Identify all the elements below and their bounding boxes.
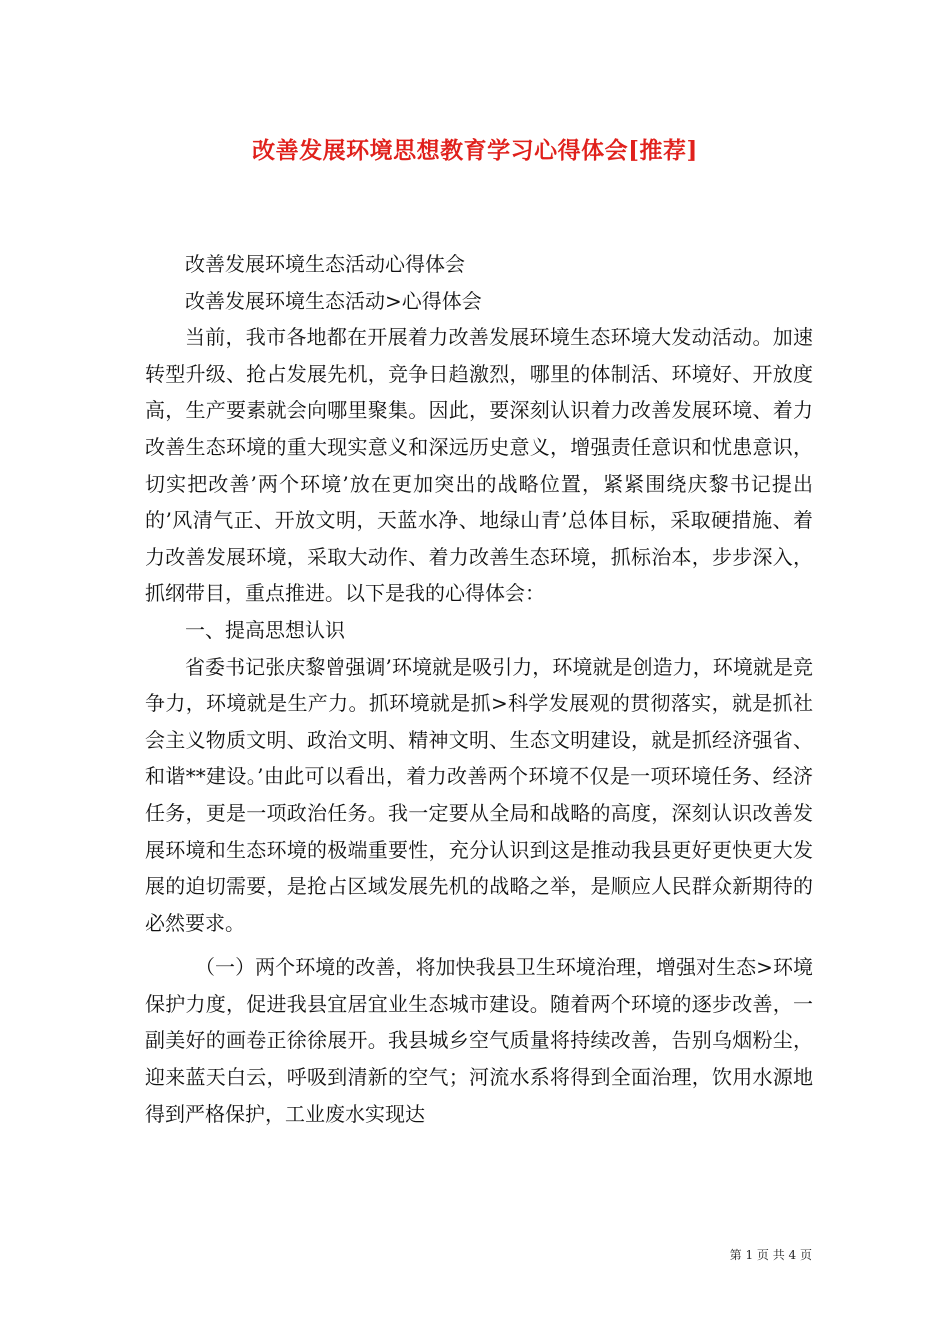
paragraph-subsection-1: （一）两个环境的改善，将加快我县卫生环境治理，增强对生态>环境保护力度，促进我县宜居宜业生态城市建设。随着两个环境的逐步改善，一副美好的画卷正徐徐展开。我县城乡空气质量将持续改善，告别乌烟粉尘，迎来蓝天白云，呼吸到清新的空气；河流水系将得到全面治理，饮用水源地得到严格保护，工业废水实现达 xyxy=(145,955,813,1126)
page-number: 第 1 页 共 4 页 xyxy=(729,1248,812,1262)
paragraph-heading-1: 改善发展环境生态活动心得体会 xyxy=(185,252,465,276)
document-body xyxy=(145,246,813,1132)
document-title: 改善发展环境思想教育学习心得体会[推荐] xyxy=(252,137,698,164)
section-heading: 一、提高思想认识 xyxy=(185,617,345,642)
paragraph-intro: 当前，我市各地都在开展着力改善发展环境生态环境大发动活动。加速转型升级、抢占发展先机，竞争日趋激烈，哪里的体制活、环境好、开放度高，生产要素就会向哪里聚集。因此，要深刻认识着力改善发展环境、着力改善生态环境的重大现实意义和深远历史意义，增强责任意识和忧患意识，切实把改善’两个环境’放在更加突出的战略位置，紧紧围绕庆黎书记提出的’风清气正、开放文明，天蓝水净、地绿山青’总体目标，采取硬措施、着力改善发展环境，采取大动作、着力改善生态环境，抓标治本，步步深入，抓纲带目，重点推进。以下是我的心得体会： xyxy=(145,325,813,606)
paragraph-heading-2: 改善发展环境生态活动>心得体会 xyxy=(185,288,482,313)
paragraph-section-1: 省委书记张庆黎曾强调’环境就是吸引力，环境就是创造力，环境就是竞争力，环境就是生产力。抓环境就是抓>科学发展观的贯彻落实，就是抓社会主义物质文明、政治文明、精神文明、生态文明建设，就是抓经济强省、和谐**建设。’由此可以看出，着力改善两个环境不仅是一项环境任务、经济任务，更是一项政治任务。我一定要从全局和战略的高度，深刻认识改善发展环境和生态环境的极端重要性，充分认识到这是推动我县更好更快更大发展的迫切需要，是抢占区域发展先机的战略之举，是顺应人民群众新期待的必然要求。 xyxy=(145,654,813,935)
